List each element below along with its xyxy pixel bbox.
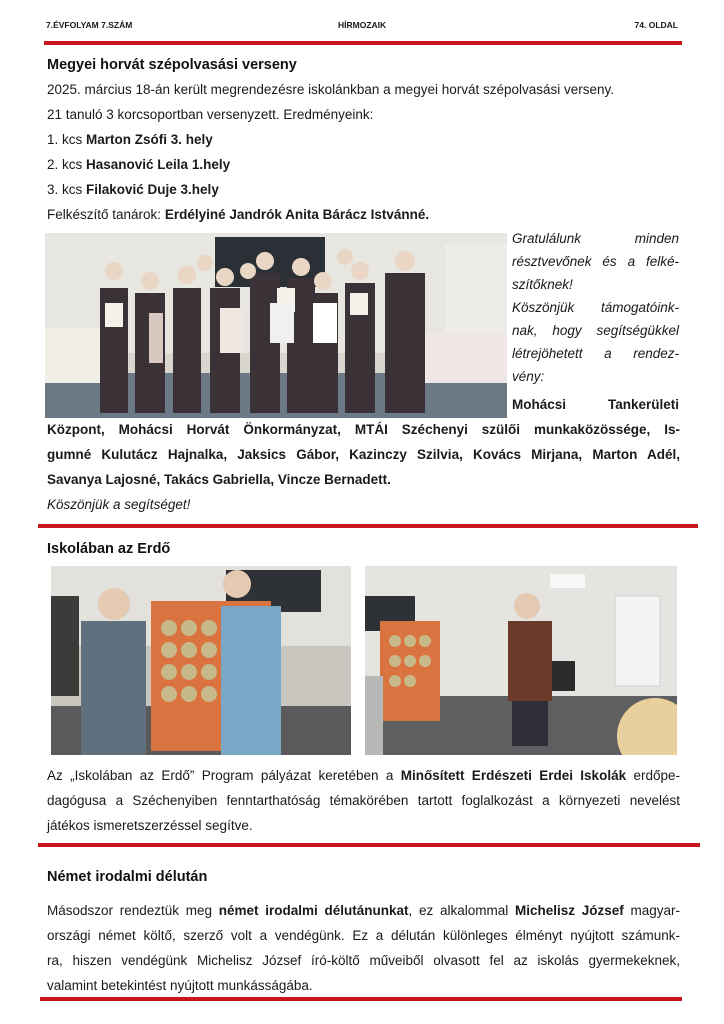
result-winner: Marton Zsófi 3. hely [86, 132, 213, 147]
forest-photo-left [51, 566, 351, 755]
teachers-label: Felkészítő tanárok: [47, 207, 165, 222]
page-header [46, 20, 682, 34]
paragraph-line [47, 77, 681, 102]
header-rule [44, 41, 682, 45]
contest-date-text: 2025. március 18-án került megrendezésre iskolánkban a megyei horvát szépolvasási verseny. [47, 82, 615, 97]
side-line: létrejöhetett a rendez- [512, 346, 679, 361]
side-line: szítőknek! [512, 277, 573, 292]
program-name: Minősített Erdészeti Erdei Iskolák [400, 768, 627, 783]
section-title-german-literature: Német irodalmi délután [47, 869, 208, 885]
result-category: 1. kcs [47, 132, 87, 147]
group-photo [45, 233, 507, 418]
teachers-names: Erdélyiné Jandrók Anita Bárácz Istvánné. [164, 207, 430, 222]
thanks-text: Köszönjük a segítséget! [47, 497, 191, 512]
german-text-line [47, 898, 680, 923]
result-category: 2. kcs [47, 157, 87, 172]
footer-rule [40, 997, 682, 1001]
forest-text-line [47, 763, 680, 788]
side-line: résztvevőnek és a felké- [512, 254, 679, 269]
event-name: német irodalmi délutánunkat [218, 903, 409, 918]
result-category: 3. kcs [47, 182, 87, 197]
section-title-croatian-reading: Megyei horvát szépolvasási verseny [47, 57, 297, 73]
section-rule [38, 524, 698, 528]
guest-name: Michelisz József [514, 903, 624, 918]
german-text-line: valamint betekintést nyújtott munkásságába. [47, 978, 313, 993]
side-line: Köszönjük támogatóink- [512, 300, 679, 315]
paragraph-line [47, 102, 681, 127]
forest-text-line: játékos ismeretszerzéssel segítve. [47, 818, 253, 833]
section-rule [38, 843, 700, 847]
side-line: Gratulálunk minden [512, 231, 679, 246]
side-line: nak, hogy segítségükkel [512, 323, 679, 338]
forest-text-line: dagógusa a Széchenyiben fenntarthatóság témakörében tartott foglalkozást a környezeti nevelést [47, 793, 680, 808]
publication-name: HÍRMOZAIK [338, 20, 387, 30]
side-line: Mohácsi Tankerületi [512, 397, 679, 412]
sponsor-line: Savanya Lajosné, Takács Gabriella, Vincze Bernadett. [47, 472, 391, 487]
forest-photo-right [365, 566, 677, 755]
participants-text: 21 tanuló 3 korcsoportban versenyzett. Eredményeink: [47, 107, 374, 122]
result-item [47, 177, 219, 202]
german-text-line: országi német költő, szerző volt a vendégünk. Ez a délután különleges élményt nyújtott számunk- [47, 928, 680, 943]
text-run: magyar- [623, 903, 680, 918]
teachers-line [47, 202, 429, 227]
result-winner: Hasanović Leila 1.hely [86, 157, 231, 172]
result-item [47, 127, 213, 152]
result-winner: Filaković Duje 3.hely [86, 182, 219, 197]
text-run: Másodszor rendeztük meg [47, 903, 219, 918]
sponsor-line: Központ, Mohácsi Horvát Önkormányzat, MTÁI Széchenyi szülői munkaközössége, Is- [47, 422, 680, 437]
result-item [47, 152, 230, 177]
german-text-line: ra, hiszen vendégünk Michelisz József író-költő műveiből olvasott fel az iskolás gyermekeknek, [47, 953, 680, 968]
side-line: vény: [512, 369, 545, 384]
section-title-forest-school: Iskolában az Erdő [47, 541, 171, 557]
issue-label: 7.ÉVFOLYAM 7.SZÁM [46, 20, 133, 30]
text-run: erdőpe- [626, 768, 680, 783]
text-run: Az „Iskolában az Erdő” Program pályázat keretében a [47, 768, 401, 783]
page-number: 74. OLDAL [634, 20, 678, 30]
text-run: , ez alkalommal [408, 903, 515, 918]
sponsor-line: gumné Kulutácz Hajnalka, Jaksics Gábor, Kazinczy Szilvia, Kovács Mirjana, Marton Adél, [47, 447, 680, 462]
